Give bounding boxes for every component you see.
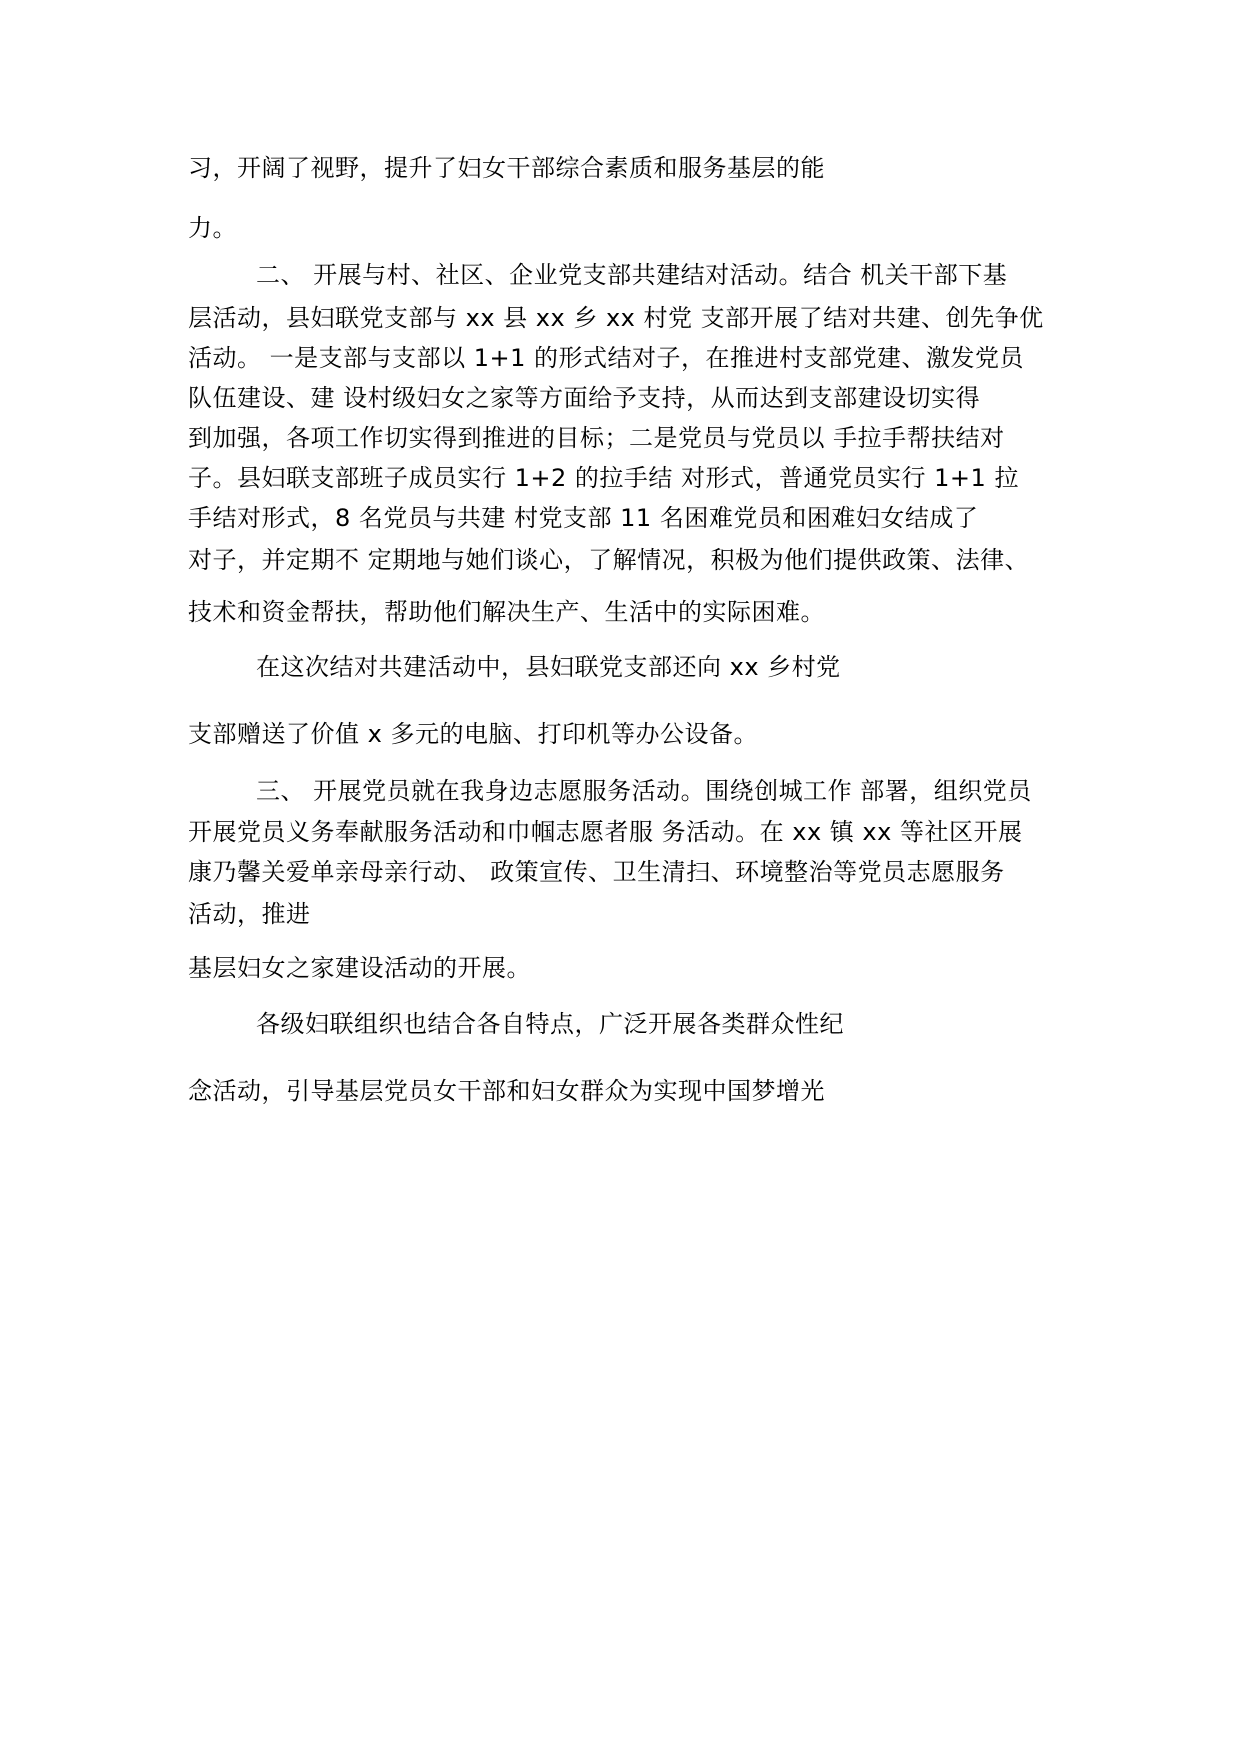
text-line: 各级妇联组织也结合各自特点，广泛开展各类群众性纪 (256, 1010, 844, 1038)
text-line: 技术和资金帮扶，帮助他们解决生产、生活中的实际困难。 (188, 598, 825, 626)
text-line: 层活动，县妇联党支部与 xx 县 xx 乡 xx 村党 支部开展了结对共建、创先争优 (188, 304, 1044, 332)
text-line: 二、 开展与村、社区、企业党支部共建结对活动。结合 机关干部下基 (256, 261, 1008, 289)
text-line: 基层妇女之家建设活动的开展。 (188, 954, 531, 982)
text-line: 习，开阔了视野，提升了妇女干部综合素质和服务基层的能 (188, 154, 825, 182)
text-line: 子。县妇联支部班子成员实行 1+2 的拉手结 对形式，普通党员实行 1+1 拉 (188, 464, 1019, 492)
text-line: 三、 开展党员就在我身边志愿服务活动。围绕创城工作 部署，组织党员 (256, 777, 1032, 805)
text-line: 力。 (188, 214, 237, 242)
text-line: 念活动，引导基层党员女干部和妇女群众为实现中国梦增光 (188, 1077, 825, 1105)
text-line: 在这次结对共建活动中，县妇联党支部还向 xx 乡村党 (256, 653, 841, 681)
text-line: 开展党员义务奉献服务活动和巾帼志愿者服 务活动。在 xx 镇 xx 等社区开展 (188, 818, 1023, 846)
text-line: 手结对形式，8 名党员与共建 村党支部 11 名困难党员和困难妇女结成了 (188, 504, 979, 532)
text-line: 到加强，各项工作切实得到推进的目标；二是党员与党员以 手拉手帮扶结对 (188, 424, 1005, 452)
text-line: 康乃馨关爱单亲母亲行动、 政策宣传、卫生清扫、环境整治等党员志愿服务 (188, 858, 1005, 886)
text-line: 活动。 一是支部与支部以 1+1 的形式结对子，在推进村支部党建、激发党员 (188, 344, 1025, 372)
text-line: 支部赠送了价值 x 多元的电脑、打印机等办公设备。 (188, 720, 758, 748)
text-line: 队伍建设、建 设村级妇女之家等方面给予支持，从而达到支部建设切实得 (188, 384, 981, 412)
text-line: 对子，并定期不 定期地与她们谈心，了解情况，积极为他们提供政策、法律、 (188, 546, 1030, 574)
text-line: 活动，推进 (188, 900, 311, 928)
